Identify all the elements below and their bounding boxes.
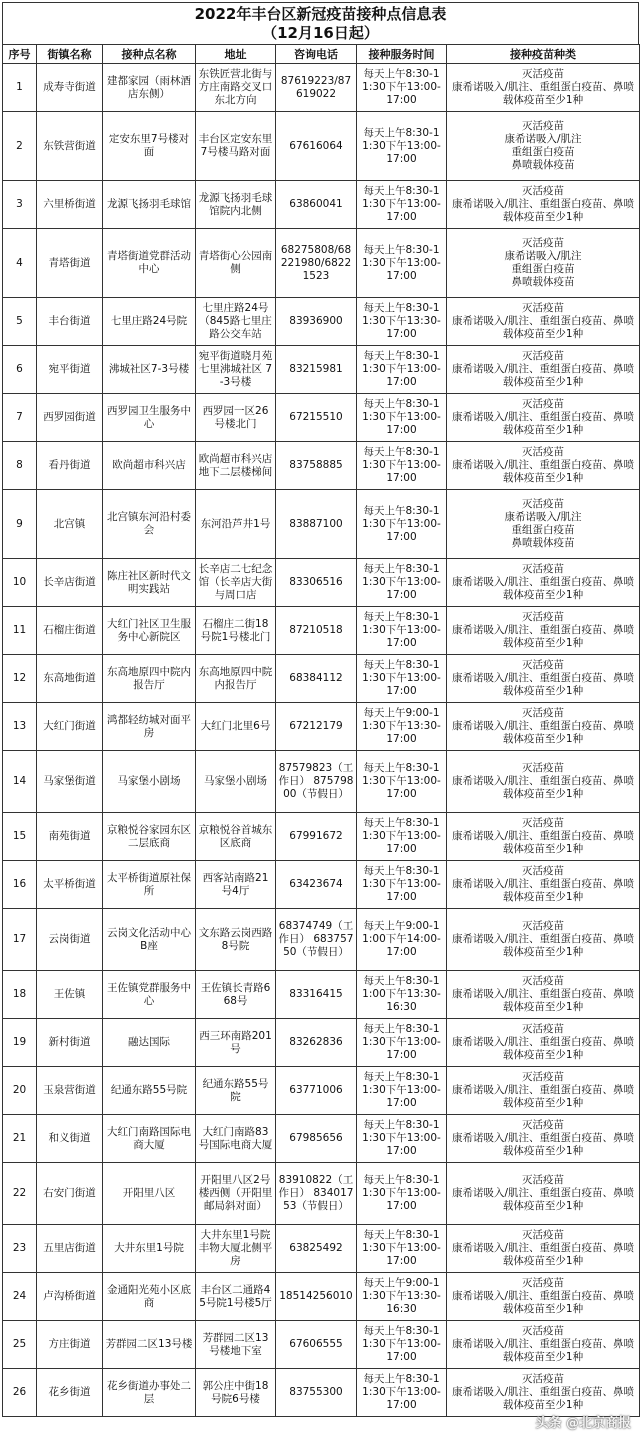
cell-street: 青塔街道: [37, 229, 103, 298]
table-row: [3, 971, 640, 1019]
table-row: [3, 703, 640, 751]
cell-street: 大红门街道: [37, 703, 103, 751]
cell-street: 玉泉营街道: [37, 1067, 103, 1115]
vaccine-line: 鼻喷载体疫苗: [511, 537, 575, 549]
cell-street: 六里桥街道: [37, 181, 103, 229]
vaccine-line: 康希诺吸入/肌注、重组蛋白疫苗、鼻喷载体疫苗至少1种: [451, 830, 635, 855]
cell-vaccine: [447, 861, 640, 909]
cell-site: 大红门南路国际电商大厦: [103, 1115, 196, 1163]
cell-site: 开阳里八区: [103, 1163, 196, 1225]
cell-phone: 83262836: [276, 1019, 357, 1067]
cell-hours: 每天上午8:30-11:30下午13:00-17:00: [357, 112, 447, 181]
cell-site: 金通阳光苑小区底商: [103, 1273, 196, 1321]
vaccine-line: 灭活疫苗: [522, 920, 564, 932]
vaccine-line: 灭活疫苗: [522, 817, 564, 829]
vaccine-line: 康希诺吸入/肌注、重组蛋白疫苗、鼻喷载体疫苗至少1种: [451, 1386, 635, 1411]
vaccine-line: 灭活疫苗: [522, 302, 564, 314]
cell-street: 马家堡街道: [37, 751, 103, 813]
table-row: [3, 229, 640, 298]
cell-site: 定安东里7号楼对面: [103, 112, 196, 181]
cell-no: 2: [3, 112, 37, 181]
table-row: [3, 1273, 640, 1321]
cell-hours: 每天上午8:30-11:30下午13:00-17:00: [357, 813, 447, 861]
cell-street: 卢沟桥街道: [37, 1273, 103, 1321]
cell-no: 18: [3, 971, 37, 1019]
cell-site: 建都家园（雨林酒店东侧）: [103, 64, 196, 112]
cell-address: 京粮悦谷首城东区底商: [196, 813, 276, 861]
vaccine-line: 康希诺吸入/肌注: [504, 250, 582, 262]
cell-no: 20: [3, 1067, 37, 1115]
table-row: [3, 861, 640, 909]
cell-phone: 63825492: [276, 1225, 357, 1273]
cell-vaccine: [447, 813, 640, 861]
cell-hours: 每天上午9:00-11:30下午13:30-16:30: [357, 1273, 447, 1321]
vaccine-line: 灭活疫苗: [522, 1174, 564, 1186]
cell-street: 和义街道: [37, 1115, 103, 1163]
vaccine-line: 康希诺吸入/肌注、重组蛋白疫苗、鼻喷载体疫苗至少1种: [451, 1132, 635, 1157]
cell-site: 纪通东路55号院: [103, 1067, 196, 1115]
cell-site: 北宫镇东河沿村委会: [103, 490, 196, 559]
cell-no: 23: [3, 1225, 37, 1273]
cell-vaccine: [447, 1019, 640, 1067]
vaccine-line: 重组蛋白疫苗: [511, 146, 575, 158]
cell-hours: 每天上午8:30-11:30下午13:00-17:00: [357, 607, 447, 655]
table-row: [3, 181, 640, 229]
cell-street: 五里店街道: [37, 1225, 103, 1273]
cell-hours: 每天上午9:00-11:00下午14:00-17:00: [357, 909, 447, 971]
vaccine-line: 灭活疫苗: [522, 865, 564, 877]
col-header-address: 地址: [196, 45, 276, 64]
table-row: [3, 751, 640, 813]
cell-site: 沸城社区7-3号楼: [103, 346, 196, 394]
col-header-vaccine: 接种疫苗种类: [447, 45, 640, 64]
cell-address: 西客站南路21号4厅: [196, 861, 276, 909]
vaccine-line: 灭活疫苗: [522, 1119, 564, 1131]
cell-vaccine: [447, 909, 640, 971]
cell-address: 青塔街心公园南侧: [196, 229, 276, 298]
table-row: [3, 909, 640, 971]
cell-site: 融达国际: [103, 1019, 196, 1067]
cell-vaccine: [447, 1225, 640, 1273]
table-row: [3, 1225, 640, 1273]
table-row: [3, 655, 640, 703]
cell-no: 3: [3, 181, 37, 229]
cell-street: 王佐镇: [37, 971, 103, 1019]
cell-phone: 87210518: [276, 607, 357, 655]
cell-vaccine: [447, 298, 640, 346]
cell-no: 5: [3, 298, 37, 346]
cell-hours: 每天上午9:00-11:30下午13:30-17:00: [357, 703, 447, 751]
vaccine-line: 康希诺吸入/肌注、重组蛋白疫苗、鼻喷载体疫苗至少1种: [451, 878, 635, 903]
table-row: [3, 1369, 640, 1417]
cell-vaccine: [447, 442, 640, 490]
cell-vaccine: [447, 751, 640, 813]
cell-hours: 每天上午8:30-11:30下午13:00-17:00: [357, 1115, 447, 1163]
cell-site: 鸿都轻纺城对面平房: [103, 703, 196, 751]
vaccine-line: 康希诺吸入/肌注、重组蛋白疫苗、鼻喷载体疫苗至少1种: [451, 315, 635, 340]
col-header-site: 接种点名称: [103, 45, 196, 64]
cell-site: 东高地原四中院内报告厅: [103, 655, 196, 703]
cell-no: 11: [3, 607, 37, 655]
cell-phone: 68374749（工作日） 68375750（节假日）: [276, 909, 357, 971]
cell-no: 26: [3, 1369, 37, 1417]
vaccine-line: 康希诺吸入/肌注: [504, 511, 582, 523]
cell-street: 看丹街道: [37, 442, 103, 490]
cell-vaccine: [447, 1321, 640, 1369]
cell-site: 马家堡小剧场: [103, 751, 196, 813]
cell-address: 郭公庄中街18号院6号楼: [196, 1369, 276, 1417]
vaccine-line: 灭活疫苗: [522, 1325, 564, 1337]
vaccine-line: 灭活疫苗: [522, 446, 564, 458]
cell-street: 长辛店街道: [37, 559, 103, 607]
vaccine-line: 灭活疫苗: [522, 611, 564, 623]
table-row: [3, 607, 640, 655]
vaccine-line: 康希诺吸入/肌注、重组蛋白疫苗、鼻喷载体疫苗至少1种: [451, 411, 635, 436]
vaccination-sheet: [2, 2, 639, 1417]
cell-vaccine: [447, 655, 640, 703]
vaccine-line: 康希诺吸入/肌注、重组蛋白疫苗、鼻喷载体疫苗至少1种: [451, 459, 635, 484]
cell-phone: 63423674: [276, 861, 357, 909]
table-row: [3, 298, 640, 346]
cell-address: 东高地原四中院内报告厅: [196, 655, 276, 703]
cell-site: 大红门社区卫生服务中心新院区: [103, 607, 196, 655]
cell-street: 石榴庄街道: [37, 607, 103, 655]
cell-street: 东高地街道: [37, 655, 103, 703]
cell-phone: 67212179: [276, 703, 357, 751]
cell-street: 右安门街道: [37, 1163, 103, 1225]
cell-address: 七里庄路24号（845路七里庄路公交车站: [196, 298, 276, 346]
vaccine-line: 灭活疫苗: [522, 1229, 564, 1241]
vaccine-line: 康希诺吸入/肌注、重组蛋白疫苗、鼻喷载体疫苗至少1种: [451, 1084, 635, 1109]
table-row: [3, 442, 640, 490]
cell-hours: 每天上午8:30-11:30下午13:00-17:00: [357, 1321, 447, 1369]
cell-vaccine: [447, 1163, 640, 1225]
cell-no: 1: [3, 64, 37, 112]
cell-site: 西罗园卫生服务中心: [103, 394, 196, 442]
col-header-no: 序号: [3, 45, 37, 64]
cell-address: 马家堡小剧场: [196, 751, 276, 813]
cell-site: 龙源飞扬羽毛球馆: [103, 181, 196, 229]
cell-site: 欧尚超市科兴店: [103, 442, 196, 490]
cell-phone: 83936900: [276, 298, 357, 346]
cell-no: 25: [3, 1321, 37, 1369]
table-row: [3, 1115, 640, 1163]
vaccine-line: 康希诺吸入/肌注、重组蛋白疫苗、鼻喷载体疫苗至少1种: [451, 933, 635, 958]
cell-phone: 87579823（工作日） 87579800（节假日）: [276, 751, 357, 813]
cell-street: 方庄街道: [37, 1321, 103, 1369]
cell-site: 花乡街道办事处二层: [103, 1369, 196, 1417]
vaccine-line: 康希诺吸入/肌注、重组蛋白疫苗、鼻喷载体疫苗至少1种: [451, 775, 635, 800]
cell-hours: 每天上午8:30-11:30下午13:00-17:00: [357, 1019, 447, 1067]
vaccine-line: 重组蛋白疫苗: [511, 263, 575, 275]
cell-hours: 每天上午8:30-11:30下午13:00-17:00: [357, 1163, 447, 1225]
vaccine-line: 灭活疫苗: [522, 1373, 564, 1385]
vaccine-line: 灭活疫苗: [522, 1277, 564, 1289]
cell-address: 东河沿芦井1号: [196, 490, 276, 559]
cell-vaccine: [447, 112, 640, 181]
table-row: [3, 1019, 640, 1067]
vaccine-line: 康希诺吸入/肌注、重组蛋白疫苗、鼻喷载体疫苗至少1种: [451, 1338, 635, 1363]
cell-street: 新村街道: [37, 1019, 103, 1067]
cell-street: 东铁营街道: [37, 112, 103, 181]
vaccine-line: 灭活疫苗: [522, 659, 564, 671]
cell-hours: 每天上午8:30-11:30下午13:00-17:00: [357, 181, 447, 229]
cell-vaccine: [447, 971, 640, 1019]
cell-no: 10: [3, 559, 37, 607]
cell-hours: 每天上午8:30-11:30下午13:00-17:00: [357, 346, 447, 394]
cell-site: 七里庄路24号院: [103, 298, 196, 346]
cell-vaccine: [447, 703, 640, 751]
cell-vaccine: [447, 1115, 640, 1163]
cell-site: 王佐镇党群服务中心: [103, 971, 196, 1019]
cell-phone: 83910822（工作日） 83401753（节假日）: [276, 1163, 357, 1225]
title-line-1: 2022年丰台区新冠疫苗接种点信息表: [194, 5, 447, 23]
cell-address: 纪通东路55号院: [196, 1067, 276, 1115]
cell-phone: 83887100: [276, 490, 357, 559]
vaccine-line: 康希诺吸入/肌注、重组蛋白疫苗、鼻喷载体疫苗至少1种: [451, 81, 635, 106]
cell-street: 西罗园街道: [37, 394, 103, 442]
watermark: 头条 @北京商报: [535, 1416, 631, 1431]
cell-address: 大红门北里6号: [196, 703, 276, 751]
cell-vaccine: [447, 346, 640, 394]
vaccine-line: 康希诺吸入/肌注、重组蛋白疫苗、鼻喷载体疫苗至少1种: [451, 624, 635, 649]
cell-phone: 63860041: [276, 181, 357, 229]
vaccine-line: 康希诺吸入/肌注、重组蛋白疫苗、鼻喷载体疫苗至少1种: [451, 576, 635, 601]
cell-hours: 每天上午8:30-11:30下午13:00-17:00: [357, 1067, 447, 1115]
table-row: [3, 346, 640, 394]
vaccine-line: 康希诺吸入/肌注: [504, 133, 582, 145]
cell-site: 青塔街道党群活动中心: [103, 229, 196, 298]
cell-no: 6: [3, 346, 37, 394]
vaccine-line: 康希诺吸入/肌注、重组蛋白疫苗、鼻喷载体疫苗至少1种: [451, 1242, 635, 1267]
cell-phone: 18514256010: [276, 1273, 357, 1321]
cell-hours: 每天上午8:30-11:30下午13:00-17:00: [357, 1225, 447, 1273]
cell-hours: 每天上午8:30-11:00下午13:30-16:30: [357, 971, 447, 1019]
cell-address: 芳群园二区13号楼地下室: [196, 1321, 276, 1369]
cell-address: 东铁匠营北街与方庄南路交叉口东北方向: [196, 64, 276, 112]
cell-vaccine: [447, 229, 640, 298]
cell-address: 长辛店二七纪念馆（长辛店大街与周口店: [196, 559, 276, 607]
vaccine-line: 康希诺吸入/肌注、重组蛋白疫苗、鼻喷载体疫苗至少1种: [451, 720, 635, 745]
cell-street: 丰台街道: [37, 298, 103, 346]
header-row: [3, 45, 640, 64]
vaccine-line: 灭活疫苗: [522, 975, 564, 987]
cell-phone: 68384112: [276, 655, 357, 703]
cell-no: 7: [3, 394, 37, 442]
cell-no: 12: [3, 655, 37, 703]
table-row: [3, 1321, 640, 1369]
table-row: [3, 559, 640, 607]
cell-hours: 每天上午8:30-11:30下午13:00-17:00: [357, 442, 447, 490]
vaccination-table: [2, 44, 640, 1417]
cell-site: 太平桥街道原社保所: [103, 861, 196, 909]
vaccine-line: 康希诺吸入/肌注、重组蛋白疫苗、鼻喷载体疫苗至少1种: [451, 198, 635, 223]
cell-street: 花乡街道: [37, 1369, 103, 1417]
cell-no: 8: [3, 442, 37, 490]
cell-site: 大井东里1号院: [103, 1225, 196, 1273]
cell-no: 15: [3, 813, 37, 861]
cell-vaccine: [447, 1369, 640, 1417]
cell-hours: 每天上午8:30-11:30下午13:00-17:00: [357, 655, 447, 703]
cell-address: 石榴庄二街18号院1号楼北门: [196, 607, 276, 655]
cell-phone: 87619223/87619022: [276, 64, 357, 112]
vaccine-line: 鼻喷载体疫苗: [511, 159, 575, 171]
cell-site: 芳群园二区13号楼: [103, 1321, 196, 1369]
cell-no: 9: [3, 490, 37, 559]
table-row: [3, 1163, 640, 1225]
vaccine-line: 灭活疫苗: [522, 563, 564, 575]
cell-no: 13: [3, 703, 37, 751]
vaccine-line: 灭活疫苗: [522, 120, 564, 132]
cell-address: 文东路云岗西路8号院: [196, 909, 276, 971]
table-title: [2, 2, 639, 44]
vaccine-line: 灭活疫苗: [522, 237, 564, 249]
cell-phone: 67616064: [276, 112, 357, 181]
vaccine-line: 灭活疫苗: [522, 68, 564, 80]
cell-phone: 83755300: [276, 1369, 357, 1417]
vaccine-line: 灭活疫苗: [522, 185, 564, 197]
cell-phone: 68275808/68221980/68221523: [276, 229, 357, 298]
cell-street: 云岗街道: [37, 909, 103, 971]
cell-no: 24: [3, 1273, 37, 1321]
cell-hours: 每天上午8:30-11:30下午13:00-17:00: [357, 861, 447, 909]
cell-phone: 63771006: [276, 1067, 357, 1115]
cell-phone: 83306516: [276, 559, 357, 607]
cell-no: 4: [3, 229, 37, 298]
vaccine-line: 灭活疫苗: [522, 762, 564, 774]
col-header-street: 街镇名称: [37, 45, 103, 64]
cell-street: 成寿寺街道: [37, 64, 103, 112]
cell-address: 开阳里八区2号楼西侧（开阳里邮局斜对面）: [196, 1163, 276, 1225]
cell-address: 西三环南路201号: [196, 1019, 276, 1067]
title-line-2: （12月16日起）: [262, 24, 379, 42]
cell-vaccine: [447, 394, 640, 442]
cell-phone: 67215510: [276, 394, 357, 442]
cell-address: 大井东里1号院丰物大厦北侧平房: [196, 1225, 276, 1273]
cell-phone: 67991672: [276, 813, 357, 861]
table-row: [3, 112, 640, 181]
cell-address: 大红门南路83号国际电商大厦: [196, 1115, 276, 1163]
cell-address: 西罗园一区26号楼北门: [196, 394, 276, 442]
cell-phone: 83758885: [276, 442, 357, 490]
table-row: [3, 64, 640, 112]
cell-vaccine: [447, 490, 640, 559]
col-header-phone: 咨询电话: [276, 45, 357, 64]
cell-no: 17: [3, 909, 37, 971]
cell-site: 陈庄社区新时代文明实践站: [103, 559, 196, 607]
cell-address: 龙源飞扬羽毛球馆院内北侧: [196, 181, 276, 229]
cell-hours: 每天上午8:30-11:30下午13:00-17:00: [357, 64, 447, 112]
vaccine-line: 康希诺吸入/肌注、重组蛋白疫苗、鼻喷载体疫苗至少1种: [451, 1036, 635, 1061]
cell-vaccine: [447, 607, 640, 655]
vaccine-line: 灭活疫苗: [522, 707, 564, 719]
cell-vaccine: [447, 1067, 640, 1115]
cell-street: 宛平街道: [37, 346, 103, 394]
vaccine-line: 康希诺吸入/肌注、重组蛋白疫苗、鼻喷载体疫苗至少1种: [451, 672, 635, 697]
cell-street: 北宫镇: [37, 490, 103, 559]
cell-street: 太平桥街道: [37, 861, 103, 909]
cell-phone: 83215981: [276, 346, 357, 394]
cell-phone: 83316415: [276, 971, 357, 1019]
vaccine-line: 灭活疫苗: [522, 350, 564, 362]
cell-no: 21: [3, 1115, 37, 1163]
cell-address: 丰台区定安东里7号楼马路对面: [196, 112, 276, 181]
vaccine-line: 康希诺吸入/肌注、重组蛋白疫苗、鼻喷载体疫苗至少1种: [451, 988, 635, 1013]
cell-address: 丰台区二通路45号院1号楼5厅: [196, 1273, 276, 1321]
table-body: [3, 64, 640, 1417]
cell-address: 欧尚超市科兴店地下二层楼梯间: [196, 442, 276, 490]
cell-hours: 每天上午8:30-11:30下午13:00-17:00: [357, 490, 447, 559]
vaccine-line: 灭活疫苗: [522, 1023, 564, 1035]
table-row: [3, 394, 640, 442]
table-row: [3, 1067, 640, 1115]
table-row: [3, 490, 640, 559]
vaccine-line: 康希诺吸入/肌注、重组蛋白疫苗、鼻喷载体疫苗至少1种: [451, 363, 635, 388]
cell-no: 14: [3, 751, 37, 813]
cell-hours: 每天上午8:30-11:30下午13:00-17:00: [357, 559, 447, 607]
cell-address: 王佐镇长青路668号: [196, 971, 276, 1019]
cell-vaccine: [447, 559, 640, 607]
cell-hours: 每天上午8:30-11:30下午13:00-17:00: [357, 751, 447, 813]
vaccine-line: 鼻喷载体疫苗: [511, 276, 575, 288]
cell-no: 19: [3, 1019, 37, 1067]
cell-address: 宛平街道晓月苑七里沸城社区 7-3号楼: [196, 346, 276, 394]
cell-no: 22: [3, 1163, 37, 1225]
cell-hours: 每天上午8:30-11:30下午13:00-17:00: [357, 229, 447, 298]
cell-phone: 67606555: [276, 1321, 357, 1369]
cell-site: 云岗文化活动中心B座: [103, 909, 196, 971]
cell-hours: 每天上午8:30-11:30下午13:00-17:00: [357, 1369, 447, 1417]
cell-vaccine: [447, 1273, 640, 1321]
cell-site: 京粮悦谷家园东区二层底商: [103, 813, 196, 861]
vaccine-line: 灭活疫苗: [522, 398, 564, 410]
cell-hours: 每天上午8:30-11:30下午13:00-17:00: [357, 394, 447, 442]
col-header-hours: 接种服务时间: [357, 45, 447, 64]
cell-vaccine: [447, 181, 640, 229]
cell-street: 南苑街道: [37, 813, 103, 861]
cell-vaccine: [447, 64, 640, 112]
vaccine-line: 重组蛋白疫苗: [511, 524, 575, 536]
vaccine-line: 康希诺吸入/肌注、重组蛋白疫苗、鼻喷载体疫苗至少1种: [451, 1290, 635, 1315]
vaccine-line: 康希诺吸入/肌注、重组蛋白疫苗、鼻喷载体疫苗至少1种: [451, 1187, 635, 1212]
vaccine-line: 灭活疫苗: [522, 498, 564, 510]
vaccine-line: 灭活疫苗: [522, 1071, 564, 1083]
cell-no: 16: [3, 861, 37, 909]
table-row: [3, 813, 640, 861]
cell-phone: 67985656: [276, 1115, 357, 1163]
cell-hours: 每天上午8:30-11:30下午13:30-17:00: [357, 298, 447, 346]
